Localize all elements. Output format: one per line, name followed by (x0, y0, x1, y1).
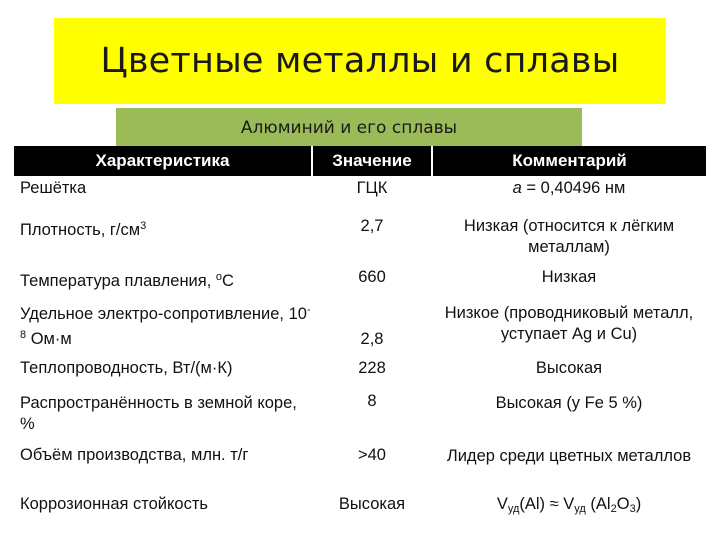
header-value: Значение (312, 146, 432, 176)
properties-table (14, 146, 706, 525)
cell-comment: a = 0,40496 нм (432, 176, 706, 209)
header-characteristic: Характеристика (14, 146, 312, 176)
table-row (14, 176, 706, 209)
header-comment: Комментарий (432, 146, 706, 176)
slide-subtitle: Алюминий и его сплавы (240, 118, 458, 138)
cell-value: >40 (312, 438, 432, 490)
slide-subtitle-band (116, 108, 582, 148)
cell-characteristic: Объём производства, млн. т/г (14, 438, 312, 490)
cell-value: 2,7 (312, 209, 432, 264)
table-row (14, 490, 706, 524)
cell-comment: Низкая (432, 264, 706, 298)
cell-comment: Низкое (проводниковый металл, уступает Ag и Cu) (432, 298, 706, 354)
cell-characteristic: Удельное электро-сопротивление, $10^{-8}$ Ом·м (14, 298, 312, 354)
table-row (14, 298, 706, 354)
cell-characteristic: Коррозионная стойкость (14, 490, 312, 524)
cell-characteristic: Теплопроводность, Вт/(м·К) (14, 354, 312, 385)
cell-characteristic: Температура плавления, $^о$С (14, 264, 312, 298)
cell-value: ГЦК (312, 176, 432, 209)
cell-characteristic: Плотность, $г/см^3$ (14, 209, 312, 264)
cell-comment: Высокая (у Fe 5 %) (432, 385, 706, 438)
cell-characteristic: Распространённость в земной коре, % (14, 385, 312, 438)
cell-comment: Высокая (432, 354, 706, 385)
cell-characteristic: Решётка (14, 176, 312, 209)
cell-value: 660 (312, 264, 432, 298)
table-row (14, 354, 706, 385)
table-row (14, 264, 706, 298)
cell-comment: $V_{уд}(Al) \approx V_{уд}$ $(Al_2O_3)$ (432, 490, 706, 524)
table-row (14, 438, 706, 490)
slide-title-band (54, 18, 666, 104)
table-row (14, 209, 706, 264)
table-header-row (14, 146, 706, 176)
cell-value: 8 (312, 385, 432, 438)
cell-comment: Низкая (относится к лёгким металлам) (432, 209, 706, 264)
cell-value: 2,8 (312, 298, 432, 354)
cell-value: Высокая (312, 490, 432, 524)
slide-title: Цветные металлы и сплавы (100, 41, 620, 81)
cell-comment: Лидер среди цветных металлов (432, 438, 706, 490)
table-row (14, 385, 706, 438)
cell-value: 228 (312, 354, 432, 385)
